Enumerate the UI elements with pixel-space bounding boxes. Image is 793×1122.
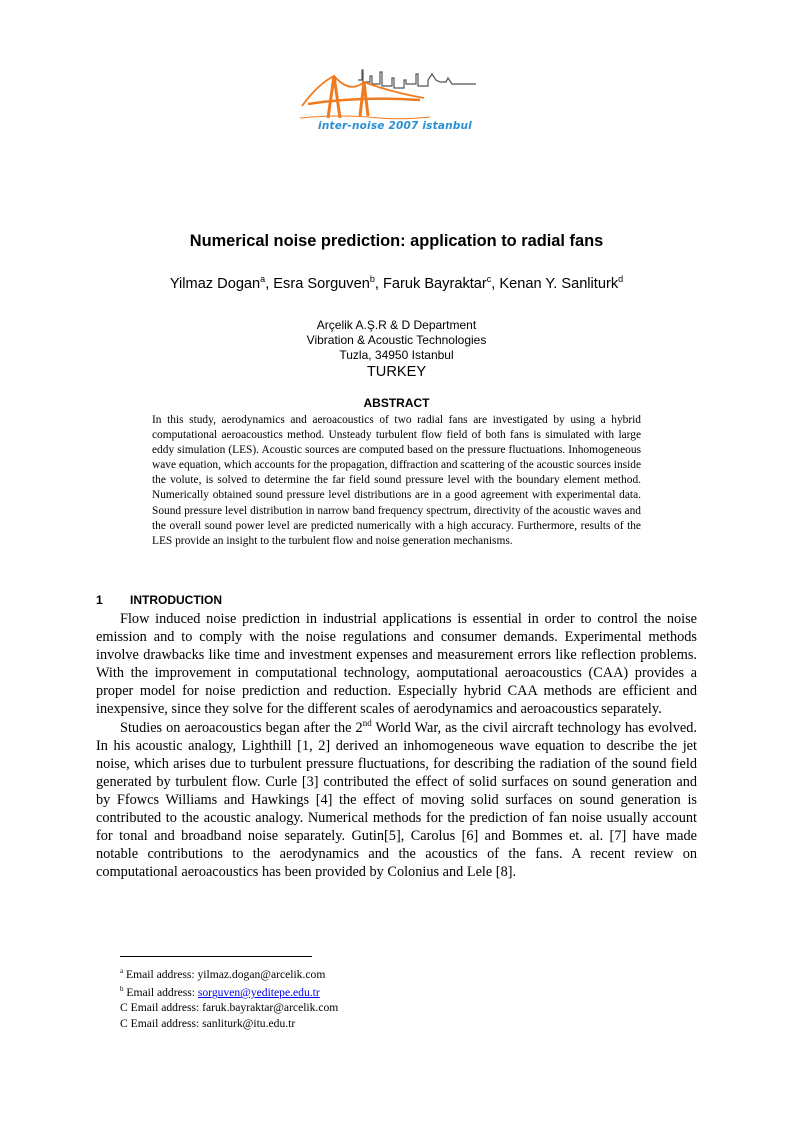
footnote: $^a$ Email address: yilmaz.dogan@arcelik.com <box>120 967 326 981</box>
affiliation-line: Arçelik A.Ş.R & D Department <box>316 318 477 332</box>
paper-title: Numerical noise prediction: application to radial fans <box>189 232 604 250</box>
author-affiliation-mark: d <box>618 274 624 284</box>
section-title: INTRODUCTION <box>130 593 222 607</box>
footnote: C Email address: faruk.bayraktar@arcelik.com <box>120 1001 339 1015</box>
footnote: C Email address: sanliturk@itu.edu.tr <box>120 1016 296 1030</box>
footnote-email: faruk.bayraktar@arcelik.com <box>202 1001 339 1015</box>
author-affiliation-mark: a <box>260 274 266 284</box>
section-body <box>96 610 697 881</box>
footnote-email: sanliturk@itu.edu.tr <box>202 1016 296 1030</box>
author-name: Kenan Y. Sanliturk <box>499 275 619 292</box>
section-heading <box>96 593 697 607</box>
author-name: Esra Sorguven <box>273 275 370 292</box>
author-affiliation-mark: c <box>486 274 492 284</box>
bridge-skyline-icon <box>300 60 490 122</box>
abstract-heading: ABSTRACT <box>363 396 430 410</box>
body-paragraph: Flow induced noise prediction in industrial applications is essential in order to control the noise emission and to comply with the noise regulations and consumer demands. Experimental methods involve drawbacks like time and investment expenses and measurement errors like reflection problems. With the improvement in computational technology, aomputational aeroacoustics (CAA) provides a proper model for noise prediction and reduction. Especially hybrid CAA methods are efficient and inexpensive, since they solve for the different scales of aerodynamics and aeroacoustics separately. <box>96 611 697 718</box>
footnote-email: yilmaz.dogan@arcelik.com <box>197 967 326 981</box>
footnote-email-link[interactable]: sorguven@yeditepe.edu.tr <box>197 986 320 1000</box>
affiliation-country: TURKEY <box>366 364 427 380</box>
affiliation-line: Vibration & Acoustic Technologies <box>306 333 487 347</box>
abstract-text: In this study, aerodynamics and aeroacoustics of two radial fans are investigated by using a hybrid computational aeroacoustics method. Unsteady turbulent flow field of both fans is simulated with large eddy simulation (LES). Acoustic sources are computed based on the pressure fluctuations. Inhomogeneous wave equation, which accounts for the propagation, diffraction and scattering of the acoustic sources inside the volute, is solved to determine the far field sound pressure level with the boundary element method. Numerically obtained sound pressure level distributions are in a good agreement with experimental data. Sound pressure level distribution in narrow band frequency spectrum, directivity of the acoustic waves and the overall sound power level are predicted numerically with a high accuracy. Furthermore, results of the LES provide an insight to the turbulent flow and noise generation mechanisms. <box>152 414 641 547</box>
author-affiliation-mark: b <box>369 274 375 284</box>
conference-logo-text: inter-noise 2007 istanbul <box>318 120 472 132</box>
conference-logo <box>300 60 490 140</box>
author-name: Faruk Bayraktar <box>382 275 487 292</box>
author-name: Yilmaz Dogan <box>169 275 261 292</box>
footnote-divider <box>120 956 312 957</box>
affiliation-line: Tuzla, 34950 Istanbul <box>339 348 454 362</box>
affiliation-block <box>96 318 697 381</box>
section-number: 1 <box>96 593 103 607</box>
author-list: Yilmaz Dogan$^a$, Esra Sorguven$^b$, Faruk Bayraktar$^c$, Kenan Y. Sanliturk$^d$ <box>169 274 624 292</box>
body-paragraph: Studies on aeroacoustics began after the 2nd World War, as the civil aircraft technology has evolved. In his acoustic analogy, Lighthill [1, 2] derived an inhomogeneous wave equation to describe the jet noise, which arises due to turbulent pressure fluctuations, for describing the radiation of the sound field generated by turbulent flow. Curle [3] contributed the effect of solid surfaces on sound generation and by Ffowcs Williams and Hawkings [4] the effect of moving solid surfaces on sound generation is contributed to the acoustic analogy. Numerical methods for the prediction of fan noise usually account for tonal and broadband noise separately. Gutin[5], Carolus [6] and Bommes et. al. [7] have made notable contributions to the aerodynamics and the acoustics of the fans. A recent review on computational aeroacoustics has been provided by Colonius and Lele [8]. <box>96 717 697 881</box>
footnote: $^b$ Email address: sorguven@yeditepe.edu.tr <box>120 985 320 1000</box>
footnotes <box>120 964 620 1031</box>
